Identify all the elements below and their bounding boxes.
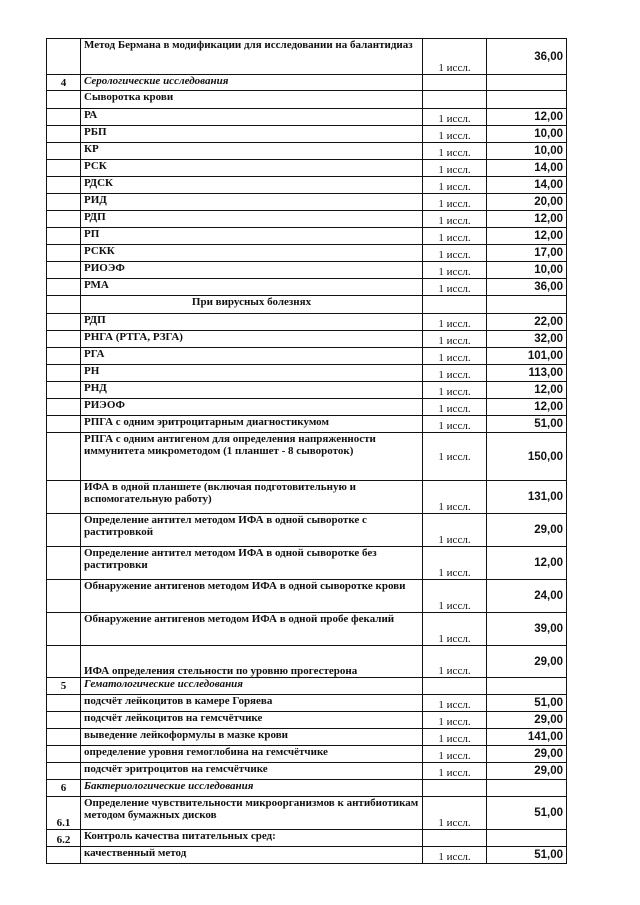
row-number [47, 296, 81, 314]
row-number [47, 160, 81, 177]
unit-of-measure: 1 иссл. [423, 109, 487, 126]
table-row [47, 399, 567, 416]
service-price: 101,00 [487, 348, 567, 365]
service-price [487, 75, 567, 91]
service-price [487, 780, 567, 797]
service-name: КР [81, 143, 423, 160]
service-price: 29,00 [487, 763, 567, 780]
unit-of-measure: 1 иссл. [423, 160, 487, 177]
table-row [47, 729, 567, 746]
row-number [47, 126, 81, 143]
unit-of-measure: 1 иссл. [423, 646, 487, 678]
service-name: РНД [81, 382, 423, 399]
service-name: РИОЭФ [81, 262, 423, 279]
unit-of-measure: 1 иссл. [423, 194, 487, 211]
unit-of-measure: 1 иссл. [423, 314, 487, 331]
unit-of-measure [423, 296, 487, 314]
row-number [47, 211, 81, 228]
row-number [47, 547, 81, 580]
unit-of-measure: 1 иссл. [423, 481, 487, 514]
service-name: ИФА в одной планшете (включая подготовительную и вспомогательную работу) [81, 481, 423, 514]
unit-of-measure: 1 иссл. [423, 580, 487, 613]
table-row [47, 245, 567, 262]
row-number [47, 763, 81, 780]
service-name: Определение чувствительности микроорганизмов к антибиотикам методом бумажных дисков [81, 797, 423, 830]
row-number [47, 348, 81, 365]
table-row [47, 712, 567, 729]
table-row [47, 365, 567, 382]
table-row [47, 433, 567, 481]
table-row [47, 91, 567, 109]
unit-of-measure: 1 иссл. [423, 613, 487, 646]
row-number [47, 365, 81, 382]
table-row [47, 547, 567, 580]
service-price [487, 296, 567, 314]
unit-of-measure: 1 иссл. [423, 211, 487, 228]
service-name: определение уровня гемоглобина на гемсчётчике [81, 746, 423, 763]
service-name: Метод Бермана в модификации для исследовании на балантидиаз [81, 39, 423, 75]
service-price: 14,00 [487, 160, 567, 177]
service-price: 12,00 [487, 228, 567, 245]
table-row [47, 847, 567, 864]
unit-of-measure [423, 830, 487, 847]
row-number: 4 [47, 75, 81, 91]
table-row [47, 228, 567, 245]
service-name: РДП [81, 314, 423, 331]
service-price: 12,00 [487, 547, 567, 580]
section-header-row [47, 780, 567, 797]
section-title: Гематологические исследования [81, 678, 423, 695]
row-number [47, 695, 81, 712]
row-number [47, 847, 81, 864]
service-price: 51,00 [487, 416, 567, 433]
service-name: подсчёт лейкоцитов в камере Горяева [81, 695, 423, 712]
row-number [47, 177, 81, 194]
row-number [47, 228, 81, 245]
service-name: РГА [81, 348, 423, 365]
service-price: 32,00 [487, 331, 567, 348]
unit-of-measure: 1 иссл. [423, 382, 487, 399]
table-row [47, 194, 567, 211]
table-row [47, 279, 567, 296]
unit-of-measure: 1 иссл. [423, 847, 487, 864]
service-name: Сыворотка крови [81, 91, 423, 109]
table-row [47, 514, 567, 547]
service-name: Обнаружение антигенов методом ИФА в одной сыворотке крови [81, 580, 423, 613]
unit-of-measure: 1 иссл. [423, 279, 487, 296]
table-row [47, 348, 567, 365]
service-price: 29,00 [487, 514, 567, 547]
service-price: 10,00 [487, 143, 567, 160]
service-price: 51,00 [487, 695, 567, 712]
price-list-body [47, 39, 567, 864]
service-price: 22,00 [487, 314, 567, 331]
service-price: 12,00 [487, 399, 567, 416]
row-number [47, 399, 81, 416]
row-number [47, 245, 81, 262]
table-row [47, 331, 567, 348]
service-price: 14,00 [487, 177, 567, 194]
row-number [47, 729, 81, 746]
table-row [47, 143, 567, 160]
row-number [47, 382, 81, 399]
unit-of-measure [423, 75, 487, 91]
section-header-row [47, 678, 567, 695]
service-name: РА [81, 109, 423, 126]
service-price: 20,00 [487, 194, 567, 211]
table-row [47, 580, 567, 613]
service-price [487, 830, 567, 847]
service-price: 12,00 [487, 382, 567, 399]
service-price: 141,00 [487, 729, 567, 746]
service-price: 10,00 [487, 262, 567, 279]
unit-of-measure: 1 иссл. [423, 365, 487, 382]
service-name: РИЭОФ [81, 399, 423, 416]
row-number [47, 262, 81, 279]
row-number [47, 143, 81, 160]
unit-of-measure: 1 иссл. [423, 729, 487, 746]
service-price: 39,00 [487, 613, 567, 646]
unit-of-measure: 1 иссл. [423, 746, 487, 763]
section-title: Серологические исследования [81, 75, 423, 91]
unit-of-measure [423, 780, 487, 797]
service-price: 29,00 [487, 746, 567, 763]
service-price: 10,00 [487, 126, 567, 143]
service-name: РСКК [81, 245, 423, 262]
unit-of-measure: 1 иссл. [423, 797, 487, 830]
service-name: РБП [81, 126, 423, 143]
service-price: 36,00 [487, 39, 567, 75]
unit-of-measure: 1 иссл. [423, 547, 487, 580]
table-row [47, 39, 567, 75]
service-price: 24,00 [487, 580, 567, 613]
table-row [47, 262, 567, 279]
service-name: РСК [81, 160, 423, 177]
unit-of-measure: 1 иссл. [423, 348, 487, 365]
row-number [47, 646, 81, 678]
row-number [47, 416, 81, 433]
table-row [47, 109, 567, 126]
service-price: 113,00 [487, 365, 567, 382]
unit-of-measure [423, 678, 487, 695]
service-price: 51,00 [487, 847, 567, 864]
service-name: РП [81, 228, 423, 245]
table-row [47, 746, 567, 763]
unit-of-measure: 1 иссл. [423, 695, 487, 712]
row-number [47, 514, 81, 547]
table-row [47, 177, 567, 194]
service-name: Определение антител методом ИФА в одной сыворотке с раститровкой [81, 514, 423, 547]
row-number [47, 613, 81, 646]
service-name: РМА [81, 279, 423, 296]
section-title: Бактериологические исследования [81, 780, 423, 797]
service-name: РПГА с одним эритроцитарным диагностикумом [81, 416, 423, 433]
table-row [47, 382, 567, 399]
table-row [47, 695, 567, 712]
row-number [47, 746, 81, 763]
service-price: 17,00 [487, 245, 567, 262]
service-name: подсчёт эритроцитов на гемсчётчике [81, 763, 423, 780]
unit-of-measure: 1 иссл. [423, 39, 487, 75]
service-name: Обнаружение антигенов методом ИФА в одной пробе фекалий [81, 613, 423, 646]
row-number [47, 279, 81, 296]
unit-of-measure [423, 91, 487, 109]
row-number: 6.1 [47, 797, 81, 830]
unit-of-measure: 1 иссл. [423, 416, 487, 433]
unit-of-measure: 1 иссл. [423, 245, 487, 262]
row-number [47, 194, 81, 211]
service-price: 36,00 [487, 279, 567, 296]
unit-of-measure: 1 иссл. [423, 262, 487, 279]
row-number [47, 712, 81, 729]
table-row [47, 211, 567, 228]
unit-of-measure: 1 иссл. [423, 514, 487, 547]
unit-of-measure: 1 иссл. [423, 763, 487, 780]
service-price [487, 91, 567, 109]
section-header-row [47, 75, 567, 91]
service-name: РДП [81, 211, 423, 228]
row-number [47, 433, 81, 481]
row-number [47, 91, 81, 109]
service-name: РНГА (РТГА, РЗГА) [81, 331, 423, 348]
service-price: 29,00 [487, 646, 567, 678]
service-name: Контроль качества питательных сред: [81, 830, 423, 847]
service-name: выведение лейкоформулы в мазке крови [81, 729, 423, 746]
table-row [47, 613, 567, 646]
unit-of-measure: 1 иссл. [423, 712, 487, 729]
unit-of-measure: 1 иссл. [423, 126, 487, 143]
unit-of-measure: 1 иссл. [423, 331, 487, 348]
table-row [47, 296, 567, 314]
row-number [47, 39, 81, 75]
unit-of-measure: 1 иссл. [423, 433, 487, 481]
service-name: РН [81, 365, 423, 382]
row-number: 6 [47, 780, 81, 797]
row-number [47, 109, 81, 126]
row-number [47, 481, 81, 514]
table-row [47, 126, 567, 143]
service-name: Определение антител методом ИФА в одной сыворотке без раститровки [81, 547, 423, 580]
service-price: 131,00 [487, 481, 567, 514]
service-name: При вирусных болезнях [81, 296, 423, 314]
service-price: 150,00 [487, 433, 567, 481]
service-price [487, 678, 567, 695]
service-price: 12,00 [487, 211, 567, 228]
unit-of-measure: 1 иссл. [423, 177, 487, 194]
table-row [47, 763, 567, 780]
price-list-table [46, 38, 567, 864]
row-number: 5 [47, 678, 81, 695]
table-row [47, 314, 567, 331]
table-row [47, 646, 567, 678]
service-price: 12,00 [487, 109, 567, 126]
row-number [47, 331, 81, 348]
row-number [47, 580, 81, 613]
service-name: РПГА с одним антигеном для определения напряженности иммунитета микрометодом (1 планшет - 8 сывороток) [81, 433, 423, 481]
service-name: ИФА определения стельности по уровню прогестерона [81, 646, 423, 678]
unit-of-measure: 1 иссл. [423, 228, 487, 245]
table-row [47, 797, 567, 830]
table-row [47, 160, 567, 177]
service-name: качественный метод [81, 847, 423, 864]
row-number [47, 314, 81, 331]
service-name: РИД [81, 194, 423, 211]
unit-of-measure: 1 иссл. [423, 399, 487, 416]
row-number: 6.2 [47, 830, 81, 847]
service-name: подсчёт лейкоцитов на гемсчётчике [81, 712, 423, 729]
service-price: 51,00 [487, 797, 567, 830]
service-name: РДСК [81, 177, 423, 194]
service-price: 29,00 [487, 712, 567, 729]
unit-of-measure: 1 иссл. [423, 143, 487, 160]
table-row [47, 416, 567, 433]
table-row [47, 481, 567, 514]
table-row [47, 830, 567, 847]
